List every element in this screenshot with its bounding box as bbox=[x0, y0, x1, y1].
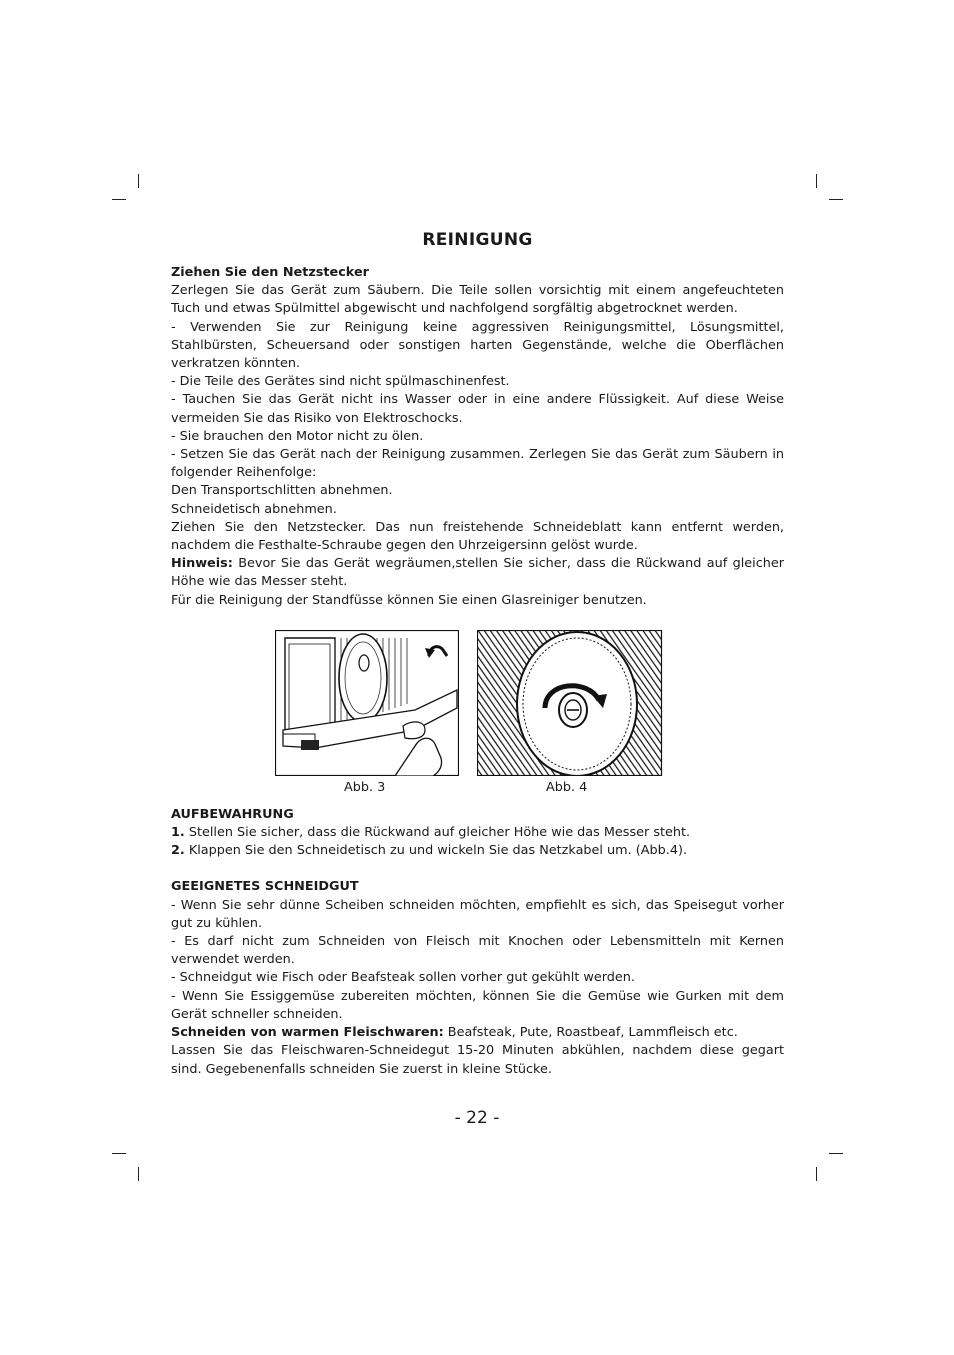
figure-abb4 bbox=[477, 630, 663, 776]
warm-text: Beafsteak, Pute, Roastbeaf, Lammfleisch etc. bbox=[443, 1025, 738, 1041]
note-label: Hinweis: bbox=[171, 556, 233, 572]
cleaning-heading: Ziehen Sie den Netzstecker bbox=[171, 265, 369, 280]
list-item bbox=[171, 842, 784, 860]
paragraph: Lassen Sie das Fleischwaren-Schneidegut 15-20 Minuten abkühlen, nachdem diese gegart sind. Gegebenenfalls schneiden Sie zuerst in kleine Stücke. bbox=[171, 1043, 784, 1077]
paragraph: - Tauchen Sie das Gerät nicht ins Wasser oder in eine andere Flüssigkeit. Auf diese Weise vermeiden Sie das Risiko von Elektroschocks. bbox=[171, 392, 784, 426]
crop-mark bbox=[112, 1153, 126, 1154]
paragraph: - Schneidgut wie Fisch oder Beafsteak sollen vorher gut gekühlt werden. bbox=[171, 970, 635, 986]
warm-label: Schneiden von warmen Fleischwaren: bbox=[171, 1025, 444, 1041]
crop-mark bbox=[112, 199, 126, 200]
slicer-blade-illustration bbox=[275, 630, 459, 776]
note-text: Bevor Sie das Gerät wegräumen,stellen Sie sicher, dass die Rückwand auf gleicher Höhe wie das Messer steht. bbox=[171, 556, 784, 590]
document-page bbox=[171, 230, 784, 1079]
paragraph: Den Transportschlitten abnehmen. bbox=[171, 483, 393, 499]
crop-mark bbox=[829, 199, 843, 200]
list-item bbox=[171, 824, 784, 842]
figure-caption: Abb. 4 bbox=[546, 779, 588, 795]
paragraph: - Wenn Sie Essiggemüse zubereiten möchten, können Sie die Gemüse wie Gurken mit dem Gerät schneller schneiden. bbox=[171, 988, 784, 1022]
crop-mark bbox=[829, 1153, 843, 1154]
paragraph: Ziehen Sie den Netzstecker. Das nun freistehende Schneideblatt kann entfernt werden, nachdem die Festhalte-Schraube gegen den Uhrzeigersinn gelöst wurde. bbox=[171, 519, 784, 554]
crop-mark bbox=[138, 174, 139, 188]
note-paragraph bbox=[171, 555, 784, 591]
paragraph: - Die Teile des Gerätes sind nicht spülmaschinenfest. bbox=[171, 374, 510, 390]
figure-abb3 bbox=[275, 630, 459, 776]
paragraph: - Setzen Sie das Gerät nach der Reinigung zusammen. Zerlegen Sie das Gerät zum Säubern in folgender Reihenfolge: bbox=[171, 447, 784, 481]
figures bbox=[171, 630, 784, 820]
crop-mark bbox=[816, 1167, 817, 1181]
crop-mark bbox=[138, 1167, 139, 1181]
paragraph: Schneidetisch abnehmen. bbox=[171, 501, 337, 517]
storage-heading: AUFBEWAHRUNG bbox=[171, 806, 294, 822]
crop-mark bbox=[816, 174, 817, 188]
page-number: - 22 - bbox=[454, 1108, 500, 1128]
food-heading: GEEIGNETES SCHNEIDGUT bbox=[171, 879, 359, 895]
food-section bbox=[171, 878, 784, 1078]
paragraph: - Wenn Sie sehr dünne Scheiben schneiden möchten, empfiehlt es sich, das Speisegut vorher gut zu kühlen. bbox=[171, 897, 784, 931]
cleaning-section bbox=[171, 264, 784, 610]
paragraph: - Sie brauchen den Motor nicht zu ölen. bbox=[171, 428, 424, 444]
paragraph: Für die Reinigung der Standfüsse können Sie einen Glasreiniger benutzen. bbox=[171, 592, 647, 608]
paragraph: Zerlegen Sie das Gerät zum Säubern. Die Teile sollen vorsichtig mit einem angefeuchteten Tuch und etwas Spülmittel abgewischt und nachfolgend sorgfältig abgetrocknet werden. bbox=[171, 283, 784, 317]
paragraph: - Es darf nicht zum Schneiden von Fleisch mit Knochen oder Lebensmitteln mit Kernen verwendet werden. bbox=[171, 934, 784, 968]
list-number: 1. bbox=[171, 825, 185, 841]
list-number: 2. bbox=[171, 843, 185, 859]
list-text: Stellen Sie sicher, dass die Rückwand auf gleicher Höhe wie das Messer steht. bbox=[184, 825, 691, 841]
figure-caption: Abb. 3 bbox=[344, 779, 386, 795]
blade-screw-illustration bbox=[477, 630, 663, 776]
warm-meat-paragraph bbox=[171, 1024, 784, 1042]
paragraph: - Verwenden Sie zur Reinigung keine aggressiven Reinigungsmittel, Lösungsmittel, Stahlbürsten, Scheuersand oder sonstigen harten Gegenstände, welche die Oberflächen verkratzen könnten. bbox=[171, 319, 784, 372]
page-title: REINIGUNG bbox=[422, 230, 533, 250]
list-text: Klappen Sie den Schneidetisch zu und wickeln Sie das Netzkabel um. (Abb.4). bbox=[184, 843, 688, 859]
